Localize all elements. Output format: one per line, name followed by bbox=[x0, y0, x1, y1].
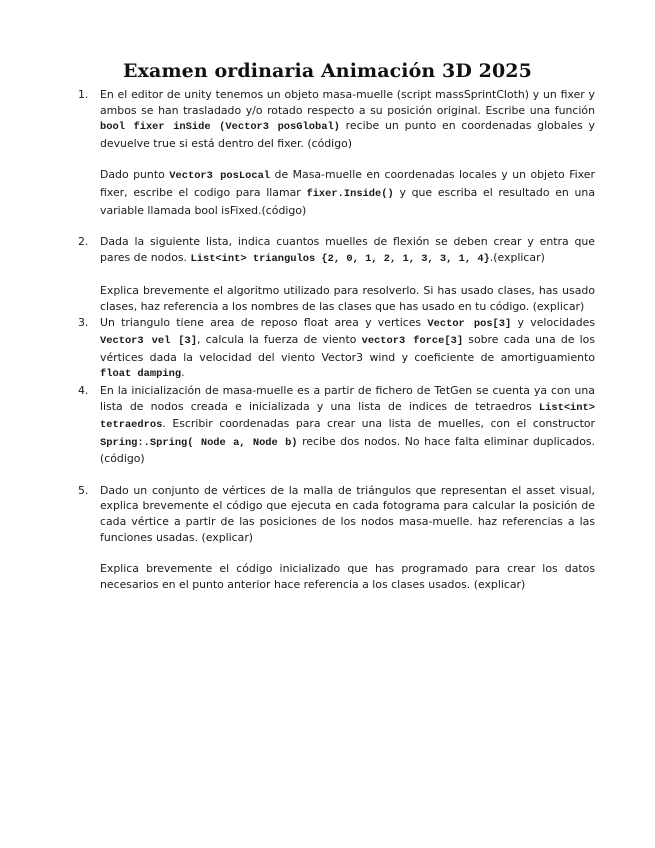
question-4 bbox=[78, 383, 595, 467]
question-3 bbox=[78, 315, 595, 383]
question-paragraph: En la inicialización de masa-muelle es a partir de fichero de TetGen se cuenta ya con una lista de nodos creada e inicializada y una lista de indices de tetraedros List<int> tetraedros. Escribir coordenadas para crear una lista de muelles, con el constructor Spring:.Spring( Node a, Node b) recibe dos nodos. No hace falta eliminar duplicados.(código) bbox=[100, 383, 595, 466]
code-snippet: Spring:.Spring( Node a, Node b) bbox=[100, 436, 298, 449]
question-paragraph: Explica brevemente el algoritmo utilizado para resolverlo. Si has usado clases, has usado clases, haz referencia a los nombres de las clases que has usado en tu código. (explicar) bbox=[100, 284, 595, 313]
code-snippet: Vector pos[3] bbox=[427, 317, 512, 330]
question-paragraph: Dado punto Vector3 posLocal de Masa-muelle en coordenadas locales y un objeto Fixer fixer, escribe el codigo para llamar fixer.Inside() y que escriba el resultado en una variable llamada bool isFixed.(código) bbox=[100, 168, 595, 217]
question-2 bbox=[78, 234, 595, 314]
code-snippet: List<int> triangulos {2, 0, 1, 2, 1, 3, 3, 1, 4} bbox=[190, 252, 490, 265]
code-snippet: fixer.Inside() bbox=[306, 187, 394, 200]
question-number: 5. bbox=[78, 483, 89, 497]
question-number: 2. bbox=[78, 235, 89, 249]
question-paragraph: Dada la siguiente lista, indica cuantos muelles de flexión se deben crear y entra que pares de nodos. List<int> triangulos {2, 0, 1, 2, 1, 3, 3, 1, 4}.(explicar) bbox=[100, 235, 595, 265]
question-list bbox=[78, 87, 595, 592]
page-title: Examen ordinaria Animación 3D 2025 bbox=[123, 60, 532, 82]
question-number: 3. bbox=[78, 315, 89, 329]
code-snippet: bool fixer inSide (Vector3 posGlobal) bbox=[100, 121, 340, 134]
question-number: 1. bbox=[78, 88, 89, 101]
question-1 bbox=[78, 87, 595, 218]
code-snippet: List<int> tetraedros bbox=[100, 401, 595, 432]
code-snippet: Vector3 posLocal bbox=[169, 170, 271, 183]
question-paragraph: Explica brevemente el código inicializado que has programado para crear los datos necesarios en el punto anterior hace referencia a los clases usados. (explicar) bbox=[100, 562, 595, 591]
question-5 bbox=[78, 483, 595, 593]
question-number: 4. bbox=[78, 383, 89, 397]
code-snippet: float damping bbox=[100, 368, 182, 381]
question-paragraph: Un triangulo tiene area de reposo float area y vertices Vector pos[3] y velocidades Vector3 vel [3], calcula la fuerza de viento vector3 force[3] sobre cada una de los vértices dada la velocidad del viento Vector3 wind y coeficiente de amortiguamiento float damping. bbox=[100, 315, 596, 381]
question-paragraph: Dado un conjunto de vértices de la malla de triángulos que representan el asset visual, explica brevemente el código que ejecuta en cada fotograma para calcular la posición de cada vértice a partir de las posiciones de los nodos masa-muelle. haz referencias a las funciones usadas. (explicar) bbox=[100, 483, 595, 544]
code-snippet: Vector3 vel [3] bbox=[100, 335, 198, 348]
code-snippet: vector3 force[3] bbox=[361, 335, 464, 348]
question-paragraph: En el editor de unity tenemos un objeto masa-muelle (script massSprintCloth) y un fixer y ambos se han trasladado y/o rotado respecto a su posición original. Escribe una función bool fixer inSide (Vector3 posGlobal) recibe un punto en coordenadas globales y devuelve true si está dentro del fixer. (código) bbox=[100, 88, 595, 150]
